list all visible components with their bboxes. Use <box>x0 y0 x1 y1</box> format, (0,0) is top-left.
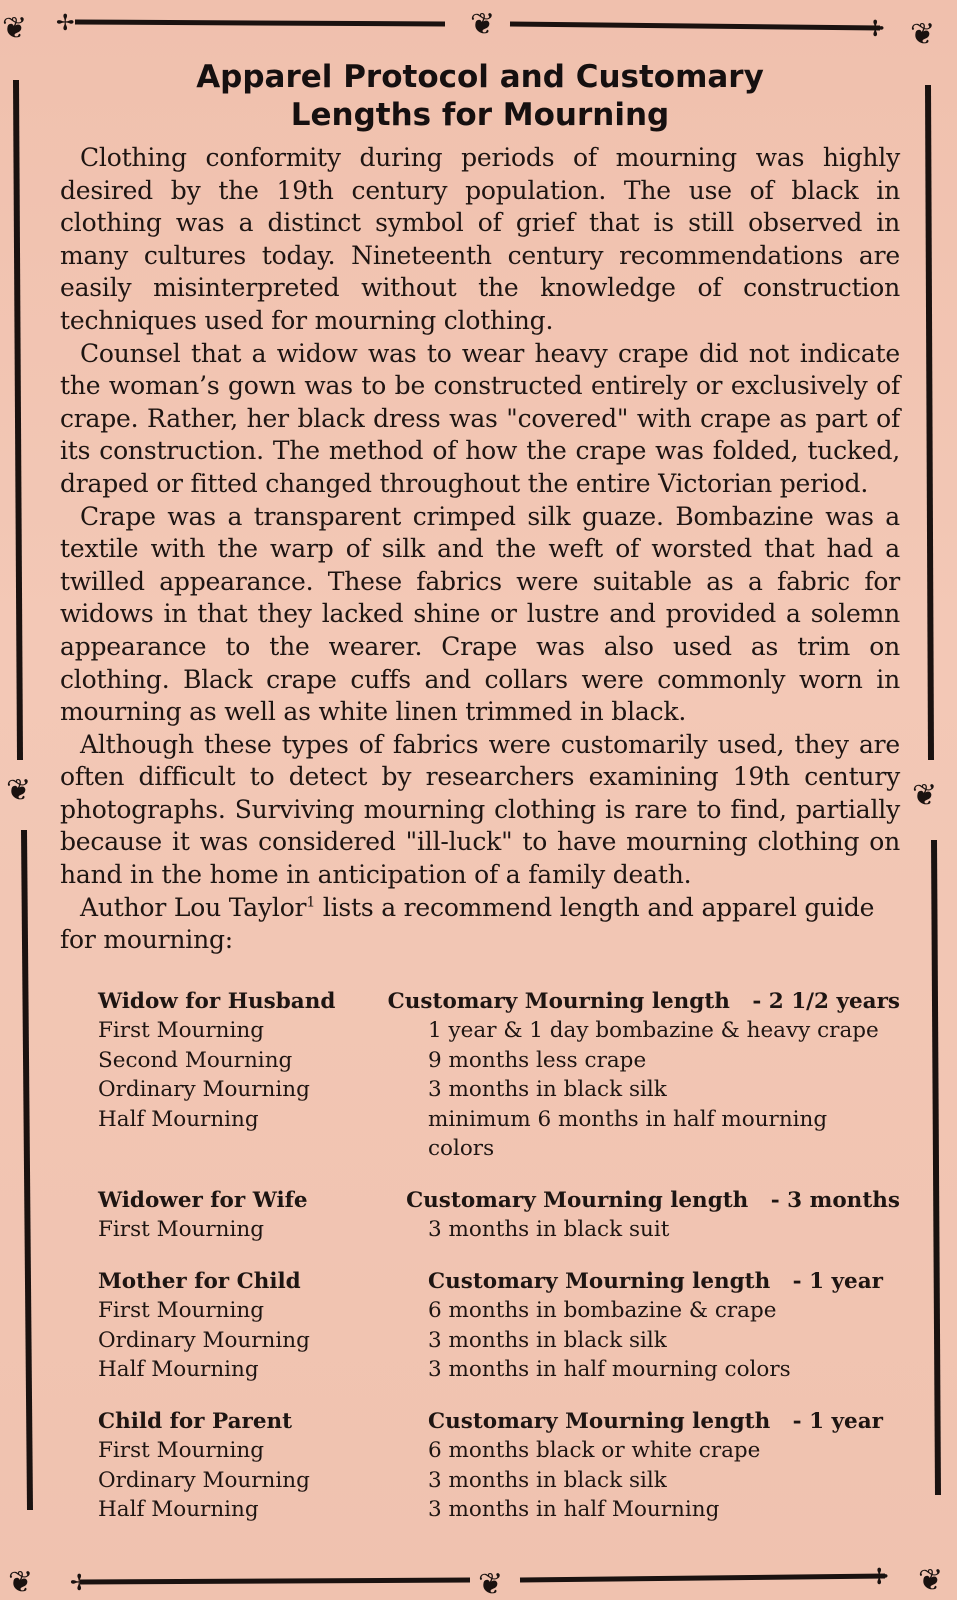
mourning-table <box>60 987 900 1525</box>
footnote-marker: 1 <box>306 894 316 911</box>
cross-ornament-icon: ✢ <box>56 11 75 36</box>
table-row: First Mourning 1 year & 1 day bombazine & heavy crape <box>98 1018 879 1044</box>
group-header: Widower for Wife Customary Mourning length - 3 months <box>98 1187 900 1213</box>
table-row: First Mourning 6 months in bombazine & crape <box>98 1298 777 1324</box>
table-row: Half Mourning 3 months in half mourning colors <box>98 1357 791 1383</box>
paragraph-conformity: Clothing conformity during periods of mourning was highly desired by the 19th century population. The use of black in clothing was a distinct symbol of grief that is still observed in many cultures today. Nineteenth century recommendations are easily misinterpreted without the knowledge of construction techniques used for mourning clothing. <box>60 143 900 335</box>
mourning-group-child <box>60 1407 900 1525</box>
paragraph-fabrics: Crape was a transparent crimped silk guaze. Bombazine was a textile with the warp of silk and the weft of worsted that had a twilled appearance. These fabrics were suitable as a fabric for widows in that they lacked shine or lustre and provided a solemn appearance to the wearer. Crape was also used as trim on clothing. Black crape cuffs and collars were commonly worn in mourning as well as white linen trimmed in black. <box>60 501 900 727</box>
group-header: Child for Parent Customary Mourning length - 1 year <box>98 1408 883 1434</box>
corner-flourish-icon: ❦ <box>8 1565 34 1600</box>
corner-flourish-icon: ❦ <box>918 1563 944 1598</box>
table-row: First Mourning 3 months in black suit <box>98 1217 670 1243</box>
table-row: Ordinary Mourning 3 months in black silk <box>98 1077 667 1103</box>
table-row: Half Mourning 3 months in half Mourning <box>98 1497 720 1523</box>
mourning-group-widower <box>60 1186 900 1245</box>
center-flourish-icon: ❦ <box>470 7 496 42</box>
page-title: Apparel Protocol and Customary Lengths for Mourning <box>196 59 764 133</box>
cross-ornament-icon: ✢ <box>70 1571 89 1596</box>
table-row: Second Mourning 9 months less crape <box>98 1047 647 1073</box>
mourning-group-mother <box>60 1267 900 1385</box>
group-header: Mother for Child Customary Mourning length - 1 year <box>98 1268 883 1294</box>
paragraph-crape-counsel: Counsel that a widow was to wear heavy crape did not indicate the woman’s gown was to be constructed entirely or exclusively of crape. Rather, her black dress was "covered" with crape as part of its construction. The method of how the crape was folded, tucked, draped or fitted changed throughout the entire Victorian period. <box>60 338 900 498</box>
table-row: Ordinary Mourning 3 months in black silk <box>98 1467 667 1493</box>
paragraph-author: Author Lou Taylor$^1$ lists a recommend length and apparel guide for mourning: <box>60 892 875 955</box>
document-body <box>60 58 900 1547</box>
mourning-group-widow <box>60 987 900 1164</box>
table-row: Half Mourning minimum 6 months in half mourning colors <box>98 1106 828 1162</box>
paragraph-detection: Although these types of fabrics were customarily used, they are often difficult to detect by researchers examining 19th century photographs. Surviving mourning clothing is rare to find, partially because it was considered "ill-luck" to have mourning clothing on hand in the home in anticipation of a family death. <box>60 729 900 890</box>
side-flourish-icon: ❦ <box>6 773 32 808</box>
table-row: Ordinary Mourning 3 months in black silk <box>98 1327 667 1353</box>
table-row: First Mourning 6 months black or white crape <box>98 1438 761 1464</box>
center-flourish-icon: ❦ <box>478 1567 504 1600</box>
corner-flourish-icon: ❦ <box>2 11 28 46</box>
side-flourish-icon: ❦ <box>912 778 938 813</box>
corner-flourish-icon: ❦ <box>910 17 936 52</box>
group-header: Widow for Husband Customary Mourning length - 2 1/2 years <box>98 988 900 1014</box>
cross-ornament-icon: ✢ <box>866 17 885 42</box>
cross-ornament-icon: ✢ <box>870 1565 889 1590</box>
